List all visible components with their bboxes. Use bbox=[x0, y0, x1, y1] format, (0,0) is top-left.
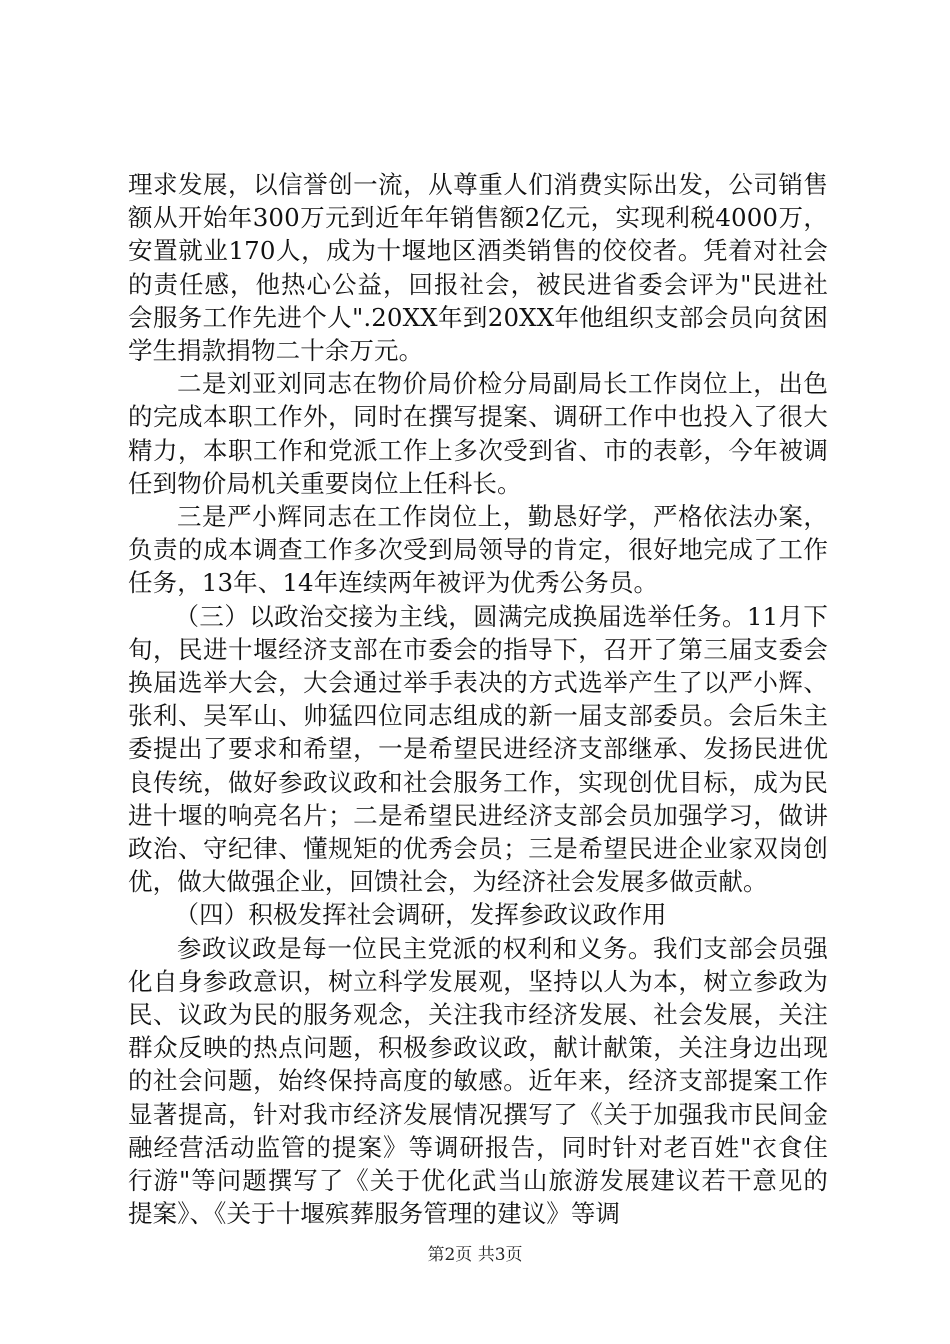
page-footer bbox=[0, 1244, 950, 1266]
paragraph-liu-yali: 二是刘亚刘同志在物价局价检分局副局长工作岗位上，出色的完成本职工作外，同时在撰写提案、调研工作中也投入了很大精力，本职工作和党派工作上多次受到省、市的表彰，今年被调任到物价局机关重要岗位上任科长。 bbox=[128, 369, 828, 498]
paragraph-continuation: 理求发展，以信誉创一流，从尊重人们消费实际出发，公司销售额从开始年300万元到近年年销售额2亿元，实现利税4000万，安置就业170人，成为十堰地区酒类销售的佼佼者。凭着对社会的责任感，他热心公益，回报社会，被民进省委会评为"民进社会服务工作先进个人".20XX年到20XX年他组织支部会员向贫困学生捐款捐物二十余万元。 bbox=[128, 170, 828, 366]
page-number-label: 第2页 共3页 bbox=[427, 1245, 523, 1265]
paragraph-section-4-body: 参政议政是每一位民主党派的权利和义务。我们支部会员强化自身参政意识，树立科学发展观，坚持以人为本，树立参政为民、议政为民的服务观念，关注我市经济发展、社会发展，关注群众反映的热点问题，积极参政议政，献计献策，关注身边出现的社会问题，始终保持高度的敏感。近年来，经济支部提案工作显著提高，针对我市经济发展情况撰写了《关于加强我市民间金融经营活动监管的提案》等调研报告，同时针对老百姓"衣食住行游"等问题撰写了《关于优化武当山旅游发展建议若干意见的提案》、《关于十堰殡葬服务管理的建议》等调 bbox=[128, 933, 828, 1229]
paragraph-yan-xiaohui: 三是严小辉同志在工作岗位上，勤恳好学，严格依法办案，负责的成本调查工作多次受到局领导的肯定，很好地完成了工作任务，13年、14年连续两年被评为优秀公务员。 bbox=[128, 502, 828, 598]
document-body bbox=[128, 168, 828, 1231]
section-4-heading: （四）积极发挥社会调研，发挥参政议政作用 bbox=[174, 900, 667, 930]
paragraph-section-3: （三）以政治交接为主线，圆满完成换届选举任务。11月下旬，民进十堰经济支部在市委会的指导下，召开了第三届支委会换届选举大会，大会通过举手表决的方式选举产生了以严小辉、张利、吴军山、帅猛四位同志组成的新一届支部委员。会后朱主委提出了要求和希望，一是希望民进经济支部继承、发扬民进优良传统，做好参政议政和社会服务工作，实现创优目标，成为民进十堰的响亮名片；二是希望民进经济支部会员加强学习，做讲政治、守纪律、懂规矩的优秀会员；三是希望民进企业家双岗创优，做大做强企业，回馈社会，为经济社会发展多做贡献。 bbox=[128, 601, 828, 897]
